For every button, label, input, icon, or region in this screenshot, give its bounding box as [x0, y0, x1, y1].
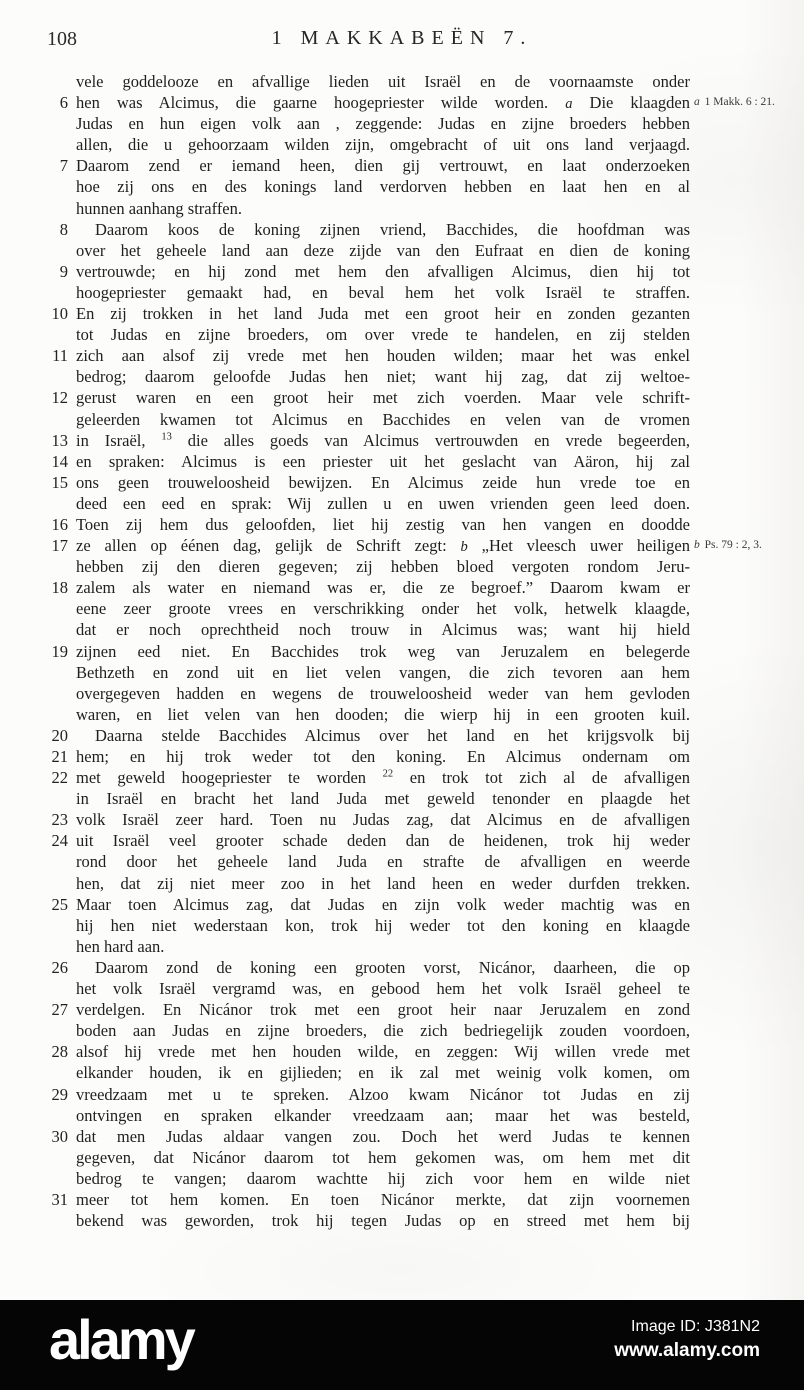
verse-number: 12	[51, 388, 68, 408]
margin-note: b Ps. 79 : 2, 3.	[694, 539, 762, 552]
text-line	[0, 409, 804, 430]
text-line	[0, 978, 804, 999]
text-line	[0, 345, 804, 366]
line-text: dat men Judas aldaar vangen zou. Doch het werd Judas te kennen	[76, 1126, 690, 1146]
text-line	[0, 92, 804, 113]
text-line	[0, 430, 804, 451]
line-text: deed een eed en sprak: Wij zullen u en uwen vrienden geen leed doen.	[76, 493, 690, 513]
text-line	[0, 1105, 804, 1126]
line-text: met geweld hoogepriester te worden $^{22}$ en trok tot zich al de afvalligen	[76, 768, 690, 788]
text-line	[0, 261, 804, 282]
text-line	[0, 134, 804, 155]
text-line	[0, 1168, 804, 1189]
margin-note: a 1 Makk. 6 : 21.	[694, 96, 775, 109]
line-text: Bethzeth en zond uit en liet velen vangen, die zich tevoren aan hem	[76, 662, 690, 682]
line-text: hoe zij ons en des konings land verdorven hebben en laat hen en al	[76, 177, 690, 197]
line-text: in Israël en bracht het land Juda met geweld tenonder en plaagde het	[76, 789, 690, 809]
alamy-url-text: www.alamy.com	[614, 1340, 760, 1361]
text-line	[0, 873, 804, 894]
line-text: Daarom koos de koning zijnen vriend, Bacchides, die hoofdman was	[95, 219, 690, 239]
line-text: zalem als water en niemand was er, die ze begroef.” Daarom kwam er	[76, 578, 690, 598]
text-line	[0, 915, 804, 936]
text-block	[0, 71, 804, 1231]
page-number: 108	[47, 28, 77, 50]
verse-number: 30	[51, 1126, 68, 1146]
text-line	[0, 303, 804, 324]
verse-number: 22	[51, 768, 68, 788]
text-line	[0, 598, 804, 619]
verse-number: 16	[51, 514, 68, 534]
line-text: ontvingen en spraken elkander vreedzaam aan; maar het was besteld,	[76, 1105, 690, 1125]
line-text: bedrog te vangen; daarom wachtte hij zich voor hem en wilde niet	[76, 1168, 690, 1188]
text-line	[0, 851, 804, 872]
line-text: hem; en hij trok weder tot den koning. En Alcimus ondernam om	[76, 747, 690, 766]
line-text: eene zeer groote vrees en verschrikking onder het volk, hetwelk klaagde,	[76, 599, 690, 619]
line-text: Toen zij hem dus geloofden, liet hij zestig van hen vangen en doodde	[76, 514, 690, 534]
text-line	[0, 683, 804, 704]
verse-number: 15	[51, 472, 68, 492]
text-line	[0, 725, 804, 746]
line-text: ons geen trouweloosheid bewijzen. En Alcimus zeide hun vrede toe en	[76, 472, 690, 492]
line-text: Judas en hun eigen volk aan , zeggende: Judas en zijne broeders hebben	[76, 114, 690, 134]
line-text: hen was Alcimus, die gaarne hoogepriester wilde worden. a Die klaagden	[76, 93, 690, 113]
text-line	[0, 219, 804, 240]
text-line	[0, 830, 804, 851]
line-text: ze allen op éénen dag, gelijk de Schrift zegt: b „Het vleesch uwer heiligen	[76, 536, 690, 556]
verse-number: 21	[51, 747, 68, 766]
text-line	[0, 767, 804, 788]
text-line	[0, 746, 804, 767]
line-text: volk Israël zeer hard. Toen nu Judas zag, dat Alcimus en de afvalligen	[76, 810, 690, 830]
verse-number: 14	[51, 451, 68, 471]
line-text: vele goddelooze en afvallige lieden uit Israël en de voornaamste onder	[76, 72, 690, 91]
line-text: hen, dat zij niet meer zoo in het land heen en weder durfden trekken.	[76, 873, 690, 893]
line-text: gerust waren en een groot heir met zich voerden. Maar vele schrift-	[76, 388, 690, 408]
line-text: rond door het geheele land Juda en strafte de afvalligen en weerde	[76, 852, 690, 872]
text-line	[0, 809, 804, 830]
verse-number: 9	[59, 261, 68, 281]
text-line	[0, 451, 804, 472]
line-text: het volk Israël vergramd was, en gebood hem het volk Israël geheel te	[76, 979, 690, 999]
verse-number: 25	[51, 894, 68, 914]
text-line	[0, 1041, 804, 1062]
text-line	[0, 556, 804, 577]
line-text: geleerden kwamen tot Alcimus en Bacchides en velen van de vromen	[76, 409, 690, 429]
line-text: hij hen niet wederstaan kon, trok hij weder tot den koning en klaagde	[76, 915, 690, 935]
line-text: meer tot hem komen. En toen Nicánor merkte, dat zijn voornemen	[76, 1189, 690, 1209]
line-text: bedrog; daarom geloofde Judas hen niet; want hij zag, dat zij weltoe-	[76, 367, 690, 387]
line-text: en spraken: Alcimus is een priester uit het geslacht van Aäron, hij zal	[76, 451, 690, 471]
line-text: Maar toen Alcimus zag, dat Judas en zijn volk weder machtig was en	[76, 894, 690, 914]
verse-number: 24	[51, 831, 68, 851]
text-line	[0, 176, 804, 197]
text-line	[0, 936, 804, 957]
alamy-logo: alamy	[49, 1308, 193, 1371]
line-text: elkander houden, ik en gijlieden; en ik zal met weinig volk komen, om	[76, 1063, 690, 1083]
verse-number: 7	[59, 156, 68, 176]
text-line	[0, 155, 804, 176]
line-text: waren, en liet velen van hen dooden; die wierp hij in een grooten kuil.	[76, 704, 690, 724]
verse-number: 31	[51, 1189, 68, 1209]
verse-number: 8	[59, 219, 68, 239]
line-text: in Israël, $^{13}$ die alles goeds van Alcimus vertrouwden en vrede begeerden,	[76, 430, 690, 450]
text-line	[0, 1126, 804, 1147]
line-text: vertrouwde; en hij zond met hem den afvalligen Alcimus, dien hij tot	[76, 261, 690, 281]
text-line	[0, 1210, 804, 1231]
line-text: alsof hij vrede met hen houden wilde, en zeggen: Wij willen vrede met	[76, 1042, 690, 1062]
text-line	[0, 240, 804, 261]
text-line	[0, 493, 804, 514]
line-text: verdelgen. En Nicánor trok met een groot heir naar Jeruzalem en zond	[76, 1000, 690, 1020]
text-line	[0, 894, 804, 915]
verse-number: 27	[51, 1000, 68, 1020]
line-text: hunnen aanhang straffen.	[76, 198, 243, 218]
verse-number: 13	[51, 430, 68, 450]
text-line	[0, 514, 804, 535]
text-line	[0, 704, 804, 725]
verse-number: 28	[51, 1042, 68, 1062]
text-line	[0, 535, 804, 556]
line-text: bekend was geworden, trok hij tegen Judas op en streed met hem bij	[76, 1211, 690, 1231]
line-text: En zij trokken in het land Juda met een groot heir en zonden gezanten	[76, 304, 690, 324]
line-text: vreedzaam met u te spreken. Alzoo kwam Nicánor tot Judas en zij	[76, 1084, 690, 1104]
verse-number: 18	[51, 578, 68, 598]
verse-number: 19	[51, 641, 68, 661]
text-line	[0, 366, 804, 387]
line-text: over het geheele land aan deze zijde van den Eufraat en dien de koning	[76, 240, 690, 260]
image-id-text: Image ID: J381N2	[631, 1318, 760, 1335]
text-line	[0, 1020, 804, 1041]
text-line	[0, 198, 804, 219]
line-text: Daarna stelde Bacchides Alcimus over het land en het krijgsvolk bij	[95, 725, 690, 745]
verse-number: 6	[59, 93, 68, 113]
line-text: hoogepriester gemaakt had, en beval hem het volk Israël te straffen.	[76, 282, 690, 302]
watermark-bar	[0, 1300, 804, 1390]
text-line	[0, 577, 804, 598]
line-text: gegeven, dat Nicánor daarom tot hem gekomen was, om hem met dit	[76, 1147, 690, 1167]
text-line	[0, 472, 804, 493]
text-line	[0, 788, 804, 809]
text-line	[0, 324, 804, 345]
line-text: hen hard aan.	[76, 936, 165, 956]
text-line	[0, 619, 804, 640]
line-text: uit Israël veel grooter schade deden dan de heidenen, trok hij weder	[76, 831, 690, 851]
verse-number: 23	[51, 810, 68, 830]
text-line	[0, 1062, 804, 1083]
text-line	[0, 1147, 804, 1168]
text-line	[0, 999, 804, 1020]
line-text: Daarom zend er iemand heen, dien gij vertrouwt, en laat onderzoeken	[76, 156, 690, 176]
verse-number: 11	[52, 346, 68, 366]
watermark-info	[614, 1316, 760, 1364]
text-line	[0, 71, 804, 92]
verse-number: 17	[51, 536, 68, 556]
text-line	[0, 387, 804, 408]
text-line	[0, 113, 804, 134]
line-text: zijnen eed niet. En Bacchides trok weg van Jeruzalem en belegerde	[76, 641, 690, 661]
line-text: allen, die u gehoorzaam wilden zijn, omgebracht of uit ons land verjaagd.	[76, 135, 690, 155]
verse-number: 20	[51, 725, 68, 745]
verse-number: 29	[51, 1084, 68, 1104]
text-line	[0, 1189, 804, 1210]
line-text: tot Judas en zijne broeders, om over vrede te handelen, en zij stelden	[76, 325, 690, 345]
page-title: 1 MAKKABEËN 7.	[271, 27, 533, 49]
text-line	[0, 282, 804, 303]
line-text: dat er noch oprechtheid noch trouw in Alcimus was; want hij hield	[76, 620, 690, 640]
text-line	[0, 957, 804, 978]
text-line	[0, 641, 804, 662]
line-text: zich aan alsof zij vrede met hen houden wilden; maar het was enkel	[76, 346, 690, 366]
line-text: hebben zij den dieren gegeven; zij hebben bloed vergoten rondom Jeru-	[76, 557, 690, 577]
line-text: boden aan Judas en zijne broeders, die zich bedriegelijk zouden voordoen,	[76, 1021, 690, 1041]
line-text: overgegeven hadden en wegens de trouweloosheid weder van hem gevloden	[76, 683, 690, 703]
line-text: Daarom zond de koning een grooten vorst, Nicánor, daarheen, die op	[95, 957, 690, 977]
verse-number: 26	[51, 957, 68, 977]
verse-number: 10	[51, 304, 68, 324]
text-line	[0, 1084, 804, 1105]
text-line	[0, 662, 804, 683]
